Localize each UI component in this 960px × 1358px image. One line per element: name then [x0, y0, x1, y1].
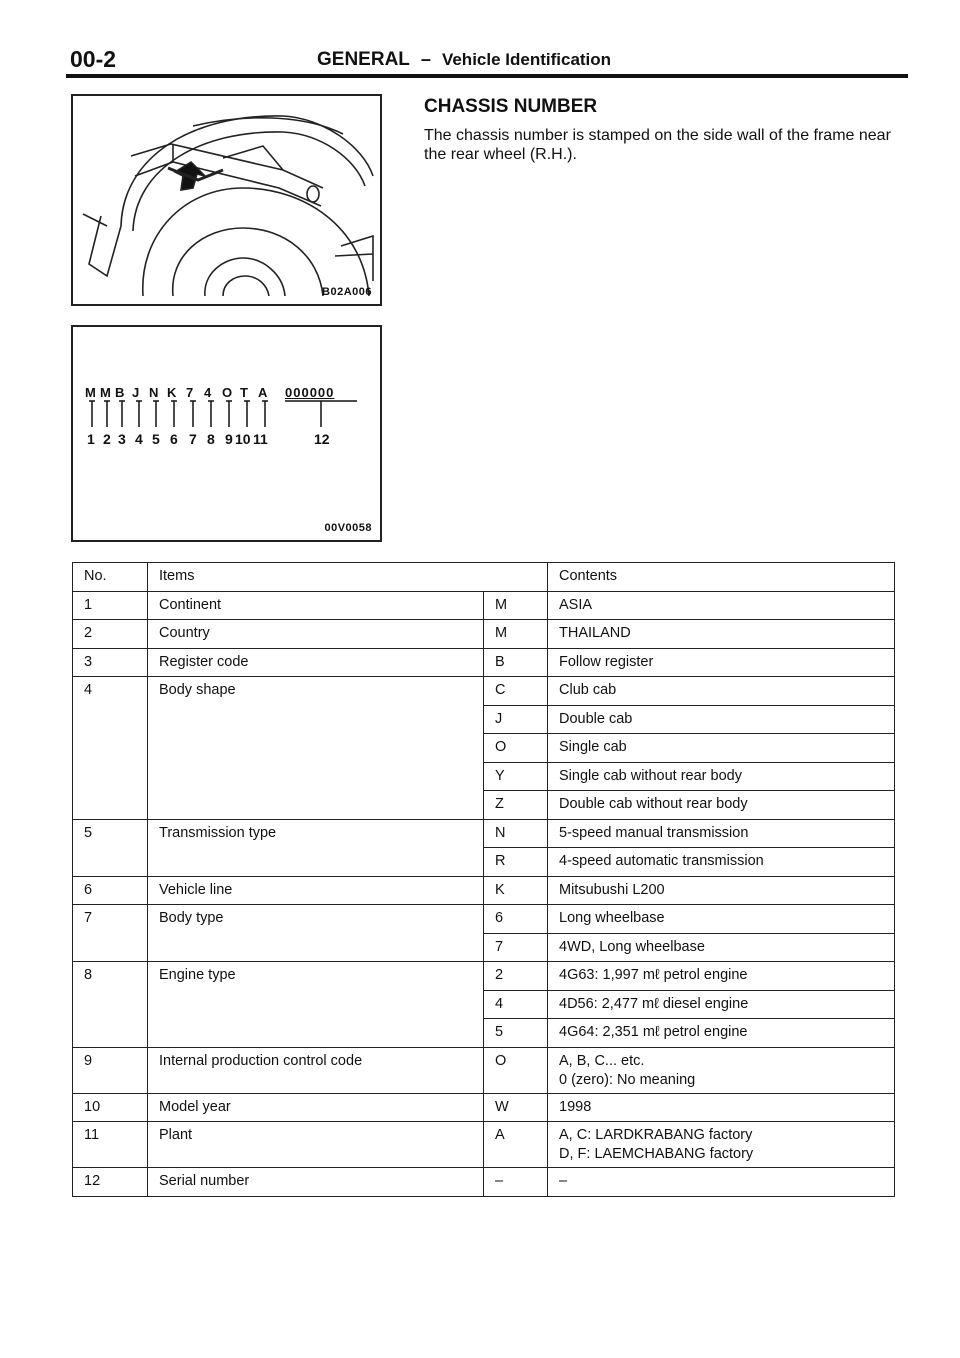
header-no: No.	[73, 563, 148, 592]
row-code: M	[484, 591, 548, 620]
table-row	[73, 819, 895, 848]
vin-position: 3	[118, 431, 126, 447]
row-code: Y	[484, 762, 548, 791]
row-code: O	[484, 1047, 548, 1093]
chassis-number-section	[424, 96, 904, 164]
section-title: GENERAL	[317, 49, 410, 70]
table-row	[73, 905, 895, 934]
page-number: 00-2	[70, 46, 117, 72]
vin-position: 6	[170, 431, 178, 447]
row-number: 12	[73, 1168, 148, 1197]
vin-spec-table	[72, 562, 895, 1197]
table-row	[73, 1093, 895, 1122]
title-separator: –	[420, 49, 431, 69]
vin-char: 4	[204, 385, 212, 400]
row-content: 4WD, Long wheelbase	[548, 933, 895, 962]
row-content: Club cab	[548, 677, 895, 706]
row-content: 1998	[548, 1093, 895, 1122]
content-line: 0 (zero): No meaning	[559, 1071, 696, 1088]
row-item: Serial number	[148, 1168, 484, 1197]
vin-serial: 000000	[285, 385, 335, 400]
figure-code: B02A006	[322, 286, 372, 298]
chassis-location-figure	[71, 94, 382, 306]
row-item: Body shape	[148, 677, 484, 820]
table-row	[73, 677, 895, 706]
row-code: –	[484, 1168, 548, 1197]
row-code: K	[484, 876, 548, 905]
row-item: Engine type	[148, 962, 484, 1048]
content-line: A, C: LARDKRABANG factory	[559, 1127, 753, 1143]
header-rule	[66, 74, 908, 78]
header-items: Items	[148, 563, 548, 592]
row-content: 4G63: 1,997 mℓ petrol engine	[548, 962, 895, 991]
vin-position: 10	[235, 431, 251, 447]
figure-code: 00V0058	[324, 522, 372, 534]
header-contents: Contents	[548, 563, 895, 592]
row-item: Transmission type	[148, 819, 484, 876]
table-row	[73, 648, 895, 677]
row-code: B	[484, 648, 548, 677]
vin-char: M	[100, 385, 111, 400]
row-code: R	[484, 848, 548, 877]
vin-char: N	[149, 385, 159, 400]
vin-breakdown-figure	[71, 325, 382, 542]
row-number: 2	[73, 620, 148, 649]
row-content	[548, 1047, 895, 1093]
row-content: Single cab without rear body	[548, 762, 895, 791]
vin-position: 8	[207, 431, 215, 447]
vin-char: 7	[186, 385, 194, 400]
vin-char: J	[132, 385, 140, 400]
table-row	[73, 591, 895, 620]
wheel-arch-illustration	[73, 96, 380, 304]
row-number: 4	[73, 677, 148, 820]
vin-position: 9	[225, 431, 233, 447]
row-code: C	[484, 677, 548, 706]
vin-position: 11	[253, 431, 268, 447]
row-content: THAILAND	[548, 620, 895, 649]
row-item: Model year	[148, 1093, 484, 1122]
row-number: 3	[73, 648, 148, 677]
row-code: W	[484, 1093, 548, 1122]
vin-char: M	[85, 385, 96, 400]
vin-position: 1	[87, 431, 95, 447]
vin-char: K	[167, 385, 177, 400]
vin-char: T	[240, 385, 248, 400]
row-content: Follow register	[548, 648, 895, 677]
page-header	[70, 46, 906, 76]
subsection-title: Vehicle Identification	[441, 50, 612, 69]
row-item: Plant	[148, 1122, 484, 1168]
table-row	[73, 1168, 895, 1197]
table-row	[73, 962, 895, 991]
row-code: 5	[484, 1019, 548, 1048]
row-code: M	[484, 620, 548, 649]
vin-char: O	[222, 385, 233, 400]
row-number: 9	[73, 1047, 148, 1093]
table-row	[73, 1122, 895, 1168]
row-code: 2	[484, 962, 548, 991]
row-item: Internal production control code	[148, 1047, 484, 1093]
vin-tick-marks	[73, 399, 380, 459]
row-number: 10	[73, 1093, 148, 1122]
row-content: 4D56: 2,477 mℓ diesel engine	[548, 990, 895, 1019]
row-number: 8	[73, 962, 148, 1048]
table-row	[73, 620, 895, 649]
vin-position: 4	[135, 431, 143, 447]
row-content: Mitsubushi L200	[548, 876, 895, 905]
row-content: Single cab	[548, 734, 895, 763]
table-row	[73, 1047, 895, 1093]
row-number: 11	[73, 1122, 148, 1168]
content-line: A, B, C... etc.	[559, 1052, 645, 1069]
row-item: Continent	[148, 591, 484, 620]
row-content: 4-speed automatic transmission	[548, 848, 895, 877]
row-number: 7	[73, 905, 148, 962]
row-number: 6	[73, 876, 148, 905]
row-content: Long wheelbase	[548, 905, 895, 934]
row-content: 4G64: 2,351 mℓ petrol engine	[548, 1019, 895, 1048]
vin-position: 12	[314, 431, 330, 447]
row-content: 5-speed manual transmission	[548, 819, 895, 848]
row-item: Vehicle line	[148, 876, 484, 905]
row-code: 4	[484, 990, 548, 1019]
row-code: Z	[484, 791, 548, 820]
row-number: 5	[73, 819, 148, 876]
row-code: N	[484, 819, 548, 848]
vin-char: A	[258, 385, 268, 400]
row-item: Register code	[148, 648, 484, 677]
row-code: A	[484, 1122, 548, 1168]
section-body: The chassis number is stamped on the side wall of the frame near the rear wheel (R.H.).	[424, 127, 891, 163]
row-code: J	[484, 705, 548, 734]
row-item: Body type	[148, 905, 484, 962]
content-line: D, F: LAEMCHABANG factory	[559, 1146, 754, 1162]
row-number: 1	[73, 591, 148, 620]
row-content: ASIA	[548, 591, 895, 620]
vin-char: B	[115, 385, 125, 400]
table-row	[73, 876, 895, 905]
row-content: Double cab	[548, 705, 895, 734]
vin-position: 7	[189, 431, 197, 447]
row-content: Double cab without rear body	[548, 791, 895, 820]
row-item: Country	[148, 620, 484, 649]
table-header-row	[73, 563, 895, 592]
section-heading: CHASSIS NUMBER	[424, 96, 598, 117]
row-code: 7	[484, 933, 548, 962]
row-content	[548, 1122, 895, 1168]
row-code: O	[484, 734, 548, 763]
row-code: 6	[484, 905, 548, 934]
vin-position: 2	[103, 431, 111, 447]
page-title	[317, 49, 611, 71]
row-content: –	[548, 1168, 895, 1197]
vin-position: 5	[152, 431, 160, 447]
